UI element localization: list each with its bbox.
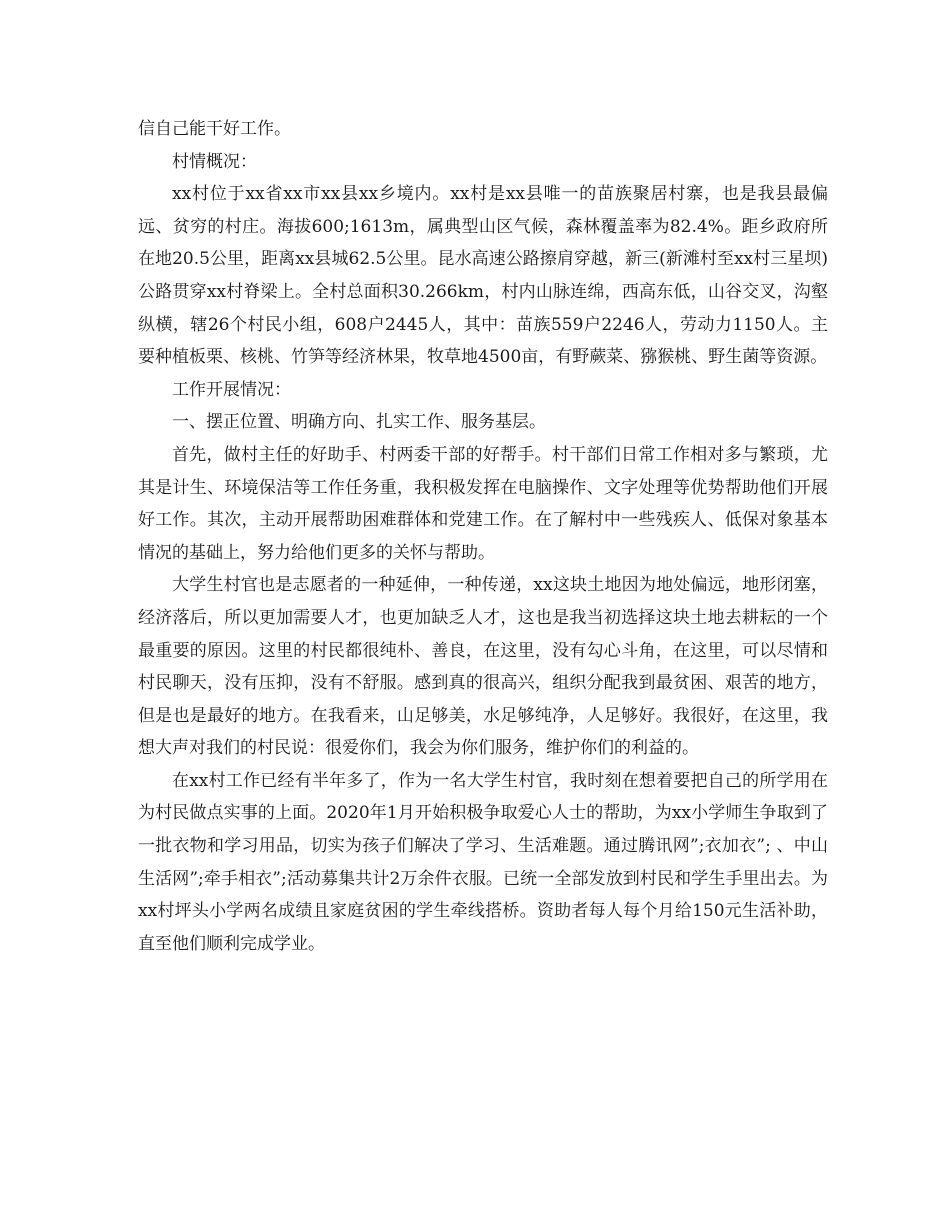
document-body [138, 113, 828, 960]
paragraph-assistant-role: 首先，做村主任的好助手、村两委干部的好帮手。村干部们日常工作相对多与繁琐，尤其是计生、环境保洁等工作任务重，我积极发挥在电脑操作、文字处理等优势帮助他们开展好工作。其次，主动开展帮助困难群体和党建工作。在了解村中一些残疾人、低保对象基本情况的基础上，努力给他们更多的关怀与帮助。 [138, 444, 828, 563]
heading-section-one: 一、摆正位置、明确方向、扎实工作、服务基层。 [172, 412, 546, 433]
paragraph-continuation: 信自己能干好工作。 [138, 119, 291, 139]
paragraph-volunteer: 大学生村官也是志愿者的一种延伸，一种传递，xx这块土地因为地处偏远，地形闭塞，经济落后，所以更加需要人才，也更加缺乏人才，这也是我当初选择这块土地去耕耘的一个最重要的原因。这里的村民都很纯朴、善良，在这里，没有勾心斗角，在这里，可以尽情和村民聊天，没有压抑，没有不舒服。感到真的很高兴，组织分配我到最贫困、艰苦的地方，但是也是最好的地方。在我看来，山足够美，水足够纯净，人足够好。我很好，在这里，我想大声对我们的村民说：很爱你们，我会为你们服务，维护你们的利益的。 [138, 575, 828, 759]
paragraph-village-info: xx村位于xx省xx市xx县xx乡境内。xx村是xx县唯一的苗族聚居村寨，也是我县最偏远、贫穷的村庄。海拔600;1613m，属典型山区气候，森林覆盖率为82.4%。距乡政府所在地20.5公里，距离xx县城62.5公里。昆水高速公路擦肩穿越，新三(新滩村至xx村三星坝)公路贯穿xx村脊梁上。全村总面积30.266km，村内山脉连绵，西高东低，山谷交叉，沟壑纵横，辖26个村民小组，608户2445人，其中：苗族559户2246人，劳动力1150人。主要种植板栗、核桃、竹笋等经济林果，牧草地4500亩，有野蕨菜、猕猴桃、野生菌等资源。 [138, 184, 828, 368]
paragraph-donations: 在xx村工作已经有半年多了，作为一名大学生村官，我时刻在想着要把自己的所学用在为村民做点实事的上面。2020年1月开始积极争取爱心人士的帮助，为xx小学师生争取到了一批衣物和学习用品，切实为孩子们解决了学习、生活难题。通过腾讯网”;衣加衣”; 、中山生活网”;牵手相衣”;活动募集共计2万余件衣服。已统一全部发放到村民和学生手里出去。为xx村坪头小学两名成绩且家庭贫困的学生牵线搭桥。资助者每人每个月给150元生活补助，直至他们顺利完成学业。 [138, 770, 828, 954]
heading-work-progress: 工作开展情况： [172, 379, 291, 400]
heading-village-overview: 村情概况： [172, 151, 257, 172]
